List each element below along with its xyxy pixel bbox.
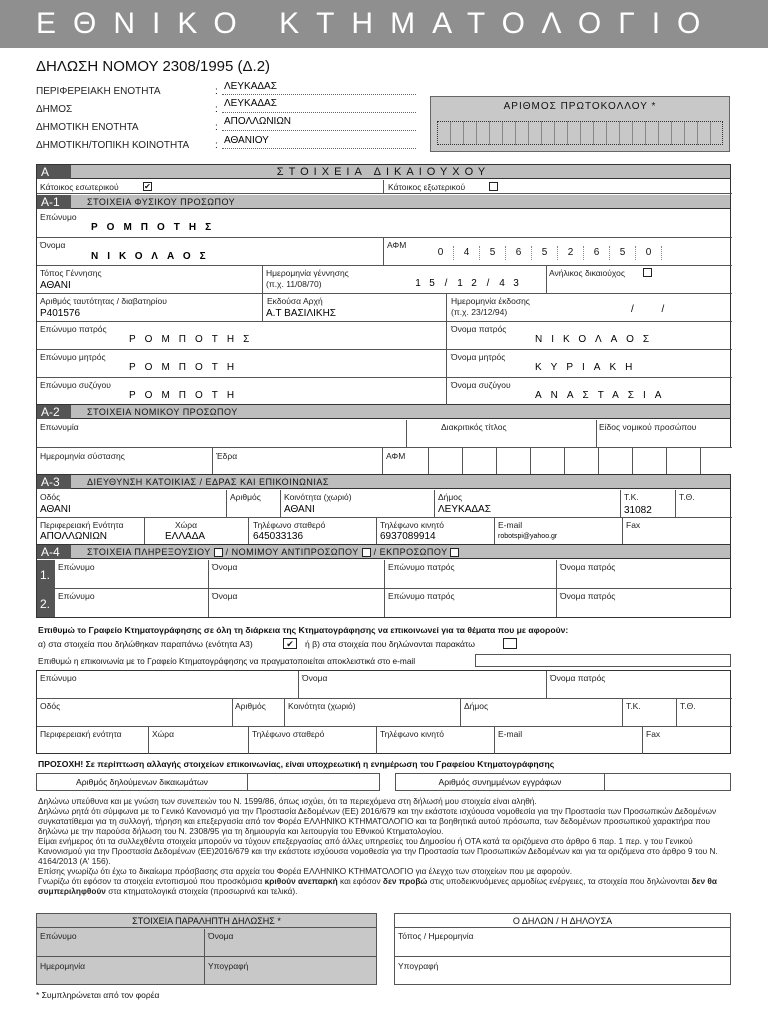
alt-number-cell[interactable] xyxy=(233,699,285,727)
father-surname-label: Επώνυμο πατρός xyxy=(40,324,107,334)
receiver-signature-label: Υπογραφή xyxy=(208,961,249,971)
email-only-field[interactable] xyxy=(475,654,731,667)
contact-option-b: ή β) στα στοιχεία που δηλώνονται παρακάτω xyxy=(305,639,475,649)
dotted-line xyxy=(222,148,416,149)
mobile-label: Τηλέφωνο κινητό xyxy=(380,520,445,530)
afm-digit: 2 xyxy=(558,246,584,260)
father-surname-cell xyxy=(37,322,447,350)
birthdate-char: 1 xyxy=(457,278,463,289)
distinct-title-label: Διακριτικός τίτλος xyxy=(441,422,507,432)
section-a1-title: ΣΤΟΙΧΕΙΑ ΦΥΣΙΚΟΥ ΠΡΟΣΩΠΟΥ xyxy=(87,197,236,207)
a4-father-name-label: Όνομα πατρός xyxy=(560,591,616,601)
a4-name-cell[interactable] xyxy=(209,589,385,617)
header-row-region xyxy=(36,86,160,97)
a4-row-number-text: 1. xyxy=(40,568,51,582)
alt-region-cell[interactable] xyxy=(37,727,149,754)
declaration-p5-e: στις υποδεικνυόμενες αρμοδίως ενέργειες, τα στοιχεία που δηλώνονται xyxy=(427,876,692,886)
attorney-checkbox[interactable] xyxy=(214,548,223,557)
afm-digit: 6 xyxy=(584,246,610,260)
birthplace-label: Τόπος Γέννησης xyxy=(40,268,102,278)
afm-digit: 5 xyxy=(480,246,506,260)
mobile-value[interactable]: 6937089914 xyxy=(380,531,436,542)
dotted-line xyxy=(222,94,416,95)
birthdate-char: 4 xyxy=(499,278,505,289)
spouse-name-cell xyxy=(447,378,732,405)
seat-label: Έδρα xyxy=(216,451,238,461)
street-value[interactable]: ΑΘΑΝΙ xyxy=(40,504,71,515)
alt-email-cell[interactable] xyxy=(495,727,643,754)
declaration-p5-d: δεν προβώ xyxy=(382,876,428,886)
birthdate-char: 2 xyxy=(471,278,477,289)
footnote: * Συμπληρώνεται από τον φορέα xyxy=(36,990,160,1000)
father-name-cell xyxy=(447,322,732,350)
section-a3-title: ΔΙΕΥΘΥΝΣΗ ΚΑΤΟΙΚΙΑΣ / ΕΔΡΑΣ ΚΑΙ ΕΠΙΚΟΙΝΩΝΙΑΣ xyxy=(87,477,329,487)
resident-out-label: Κάτοικος εξωτερικού xyxy=(388,182,466,192)
header-colon: : xyxy=(215,86,218,97)
alt-fax-cell[interactable] xyxy=(643,727,732,754)
birthplace-cell xyxy=(37,266,263,294)
alt-contact-grid xyxy=(36,670,731,754)
contact-heading: Επιθυμώ το Γραφείο Κτηματογράφησης σε όλη τη διάρκεια της Κτηματογράφησης να επικοινωνεί για τα θέματα που με αφορούν: xyxy=(38,625,569,635)
declaration-p5-c: και εφόσον xyxy=(337,876,383,886)
country-label: Χώρα xyxy=(175,520,198,530)
afm-label: ΑΦΜ xyxy=(387,240,407,250)
issue-date-label: Ημερομηνία έκδοσης xyxy=(451,296,530,306)
street-label: Οδός xyxy=(40,492,61,502)
afm-digit: 0 xyxy=(428,246,454,260)
spouse-surname-cell xyxy=(37,378,447,405)
alt-country-cell[interactable] xyxy=(149,727,249,754)
afm-digit: 5 xyxy=(610,246,636,260)
afm-cell xyxy=(384,238,732,266)
issue-date-hint: (π.χ. 23/12/94) xyxy=(451,307,508,317)
birthdate-char: / xyxy=(444,278,448,289)
header-colon: : xyxy=(215,104,218,115)
declaration-p5-g: στα κτηματολογικά στοιχεία (προσωρινά και τελικά). xyxy=(105,886,298,896)
a4-surname-cell[interactable] xyxy=(55,560,209,589)
header-colon: : xyxy=(215,122,218,133)
tk-label: Τ.Κ. xyxy=(624,492,639,502)
a4-father-surname-label: Επώνυμο πατρός xyxy=(388,562,455,572)
mother-surname-cell xyxy=(37,350,447,378)
phone-label: Τηλέφωνο σταθερό xyxy=(253,520,326,530)
declarant-title: Ο ΔΗΛΩΝ / Η ΔΗΛΟΥΣΑ xyxy=(395,914,730,928)
receiver-box xyxy=(36,913,377,985)
authority-value[interactable]: Α.Τ ΒΑΣΙΛΙΚΗΣ xyxy=(266,308,336,319)
legal-rep-checkbox[interactable] xyxy=(362,548,371,557)
address-region-cell xyxy=(37,518,145,544)
declaration-p5-b: κριθούν ανεπαρκή xyxy=(264,876,338,886)
birthdate-char: 3 xyxy=(513,278,519,289)
fax-cell[interactable] xyxy=(623,518,732,544)
address-municipality-value[interactable]: ΛΕΥΚΑΔΑΣ xyxy=(438,504,491,515)
legal-type-cell[interactable] xyxy=(597,420,732,448)
law-title: ΔΗΛΩΣΗ ΝΟΜΟΥ 2308/1995 (Δ.2) xyxy=(36,58,271,75)
protocol-number-field[interactable] xyxy=(437,121,723,145)
receiver-surname-label: Επώνυμο xyxy=(40,931,77,941)
declaration-p3: Είμαι ενήμερος ότι τα συλλεχθέντα στοιχεία μπορούν να τύχουν επεξεργασίας από άλλες υπηρεσίες του Δημοσίου ή ΟΤΑ κατά τα οριζόμενα στο άρθρο 6 παρ. 1 περ. γ του Γενικού Κανονισμού για την Προστασία Δεδομένων (ΕΕ)2016/679 και την εκάστοτε ισχύουσα νομοθεσία για την Προστασία των Προσωπικών Δεδομένων και για τα οριζόμενα στο άρθρο 9 του Ν. 4164/2013 (Α' 156). xyxy=(38,836,718,866)
receiver-name-cell[interactable] xyxy=(205,929,376,957)
section-a3-id: Α-3 xyxy=(37,475,71,489)
legal-name-label: Επωνυμία xyxy=(40,422,79,432)
a4-surname-cell[interactable] xyxy=(55,589,209,617)
alt-community-cell[interactable] xyxy=(285,699,461,727)
alt-name-label: Όνομα xyxy=(302,673,328,683)
section-a2-id: Α-2 xyxy=(37,405,71,419)
birthdate-char: 5 xyxy=(429,278,435,289)
afm-digit-boxes[interactable] xyxy=(428,246,662,260)
name-label: Όνομα xyxy=(40,240,66,250)
issue-date-cell xyxy=(447,294,732,322)
community-cell xyxy=(281,490,435,518)
country-value[interactable]: ΕΛΛΑΔΑ xyxy=(165,531,206,542)
rights-count-label: Αριθμός δηλούμενων δικαιωμάτων xyxy=(36,773,248,791)
section-a2 xyxy=(36,405,731,475)
header-row-label: ΔΗΜΟΤΙΚΗ ΕΝΟΤΗΤΑ xyxy=(36,122,139,133)
receiver-title: ΣΤΟΙΧΕΙΑ ΠΑΡΑΛΗΠΤΗ ΔΗΛΩΣΗΣ * xyxy=(37,914,376,928)
alt-td-label: Τ.Θ. xyxy=(680,701,696,711)
spouse-surname-label: Επώνυμο συζύγου xyxy=(40,380,111,390)
resident-in-label: Κάτοικος εσωτερικού xyxy=(40,182,119,192)
birthdate-label: Ημερομηνία γέννησης xyxy=(266,268,349,278)
unit-value[interactable]: ΑΠΟΛΛΩΝΙΩΝ xyxy=(224,116,292,127)
section-a2-title: ΣΤΟΙΧΕΙΑ ΝΟΜΙΚΟΥ ΠΡΟΣΩΠΟΥ xyxy=(87,407,238,417)
a4-row-number xyxy=(37,560,55,589)
a4-father-name-cell[interactable] xyxy=(557,560,732,589)
name-value[interactable]: ΝΙΚΟΛΑΟΣ xyxy=(91,251,215,262)
address-region-label: Περιφερειακή Ενότητα xyxy=(40,520,124,530)
father-name-value[interactable]: ΝΙΚΟΛΑΟΣ xyxy=(535,334,659,345)
minor-label: Ανήλικος δικαιούχος xyxy=(549,268,625,278)
authority-label: Εκδούσα Αρχή xyxy=(267,296,323,306)
authority-cell xyxy=(263,294,447,322)
alt-fax-label: Fax xyxy=(646,729,661,739)
birthdate-char: / xyxy=(486,278,490,289)
birthdate-value[interactable] xyxy=(411,278,523,289)
a4-father-surname-cell[interactable] xyxy=(385,560,557,589)
section-a3 xyxy=(36,475,731,545)
dotted-line xyxy=(222,112,416,113)
declaration-p5-a: Γνωρίζω ότι εφόσον τα στοιχεία εντοπισμού που προσκόμισα xyxy=(38,876,265,886)
community-value[interactable]: ΑΘΑΝΙΟΥ xyxy=(224,135,269,146)
declaration-p4: Επίσης γνωρίζω ότι έχω το δικαίωμα πρόσβασης στα αρχεία του Φορέα ΕΛΛΗΝΙΚΟ ΚΤΗΜΑΤΟΛΟΓΙΟ για έλεγχο των στοιχείων που με αφορούν. xyxy=(38,866,573,876)
mother-name-label: Όνομα μητρός xyxy=(451,352,506,362)
a4-name-label: Όνομα xyxy=(212,562,238,572)
issue-date-value[interactable]: / / xyxy=(631,304,665,315)
alt-phone-cell[interactable] xyxy=(249,727,377,754)
a4-surname-label: Επώνυμο xyxy=(58,562,95,572)
a4-surname-label: Επώνυμο xyxy=(58,591,95,601)
address-municipality-cell xyxy=(435,490,621,518)
alt-country-label: Χώρα xyxy=(152,729,175,739)
afm-digit: 0 xyxy=(636,246,662,260)
section-a-id: Α xyxy=(37,165,71,179)
a4-father-name-cell[interactable] xyxy=(557,589,732,617)
a4-father-name-label: Όνομα πατρός xyxy=(560,562,616,572)
declaration-p2: Δηλώνω ρητά ότι σύμφωνα με το Γενικό Κανονισμό για την Προστασία Δεδομένων (ΕΕ) 2016/679 και την εκάστοτε ισχύουσα νομοθεσία για την Προστασία των Προσωπικών Δεδομένων συγκατατίθεμαι για τη συλλογή, τήρηση και επεξεργασία από τον Φορέα ΕΛΛΗΝΙΚΟ ΚΤΗΜΑΤΟΛΟΓΙΟ και τα βοηθητικά αυτού πρόσωπα, των δεδομένων προσωπικού χαρακτήρα που δηλώνω με την παρούσα δήλωση του Ν. 2308/95 για τη δημιουργία και λειτουργία του Εθνικού Κτηματολογίου. xyxy=(38,806,717,836)
legal-name-cell[interactable] xyxy=(37,420,407,448)
number-label: Αριθμός xyxy=(230,492,261,502)
country-cell xyxy=(145,518,249,544)
contact-option-a: α) στα στοιχεία που δηλώθηκαν παραπάνω (ενότητα Α3) xyxy=(38,639,253,649)
a4-title-legal-rep: / ΝΟΜΙΜΟΥ ΑΝΤΙΠΡΟΣΩΠΟΥ xyxy=(225,547,359,557)
section-a4 xyxy=(36,545,731,618)
fax-label: Fax xyxy=(626,520,641,530)
receiver-signature-cell[interactable] xyxy=(205,957,376,984)
section-a1-header xyxy=(37,195,730,209)
surname-cell xyxy=(37,210,732,238)
docs-count-field[interactable] xyxy=(605,773,731,791)
notice-text: ΠΡΟΣΟΧΗ! Σε περίπτωση αλλαγής στοιχείων επικοινωνίας, είναι υποχρεωτική η ενημέρωση του Γραφείου Κτηματογράφησης xyxy=(38,759,555,769)
minor-cell xyxy=(547,266,732,294)
header-row-municipality xyxy=(36,104,72,115)
section-a4-id: Α-4 xyxy=(37,545,71,559)
declaration-text xyxy=(38,796,730,896)
phone-cell xyxy=(249,518,377,544)
declarant-place-date-cell[interactable] xyxy=(395,929,730,957)
alt-number-label: Αριθμός xyxy=(235,701,266,711)
founded-cell[interactable] xyxy=(37,448,213,474)
email-label: E-mail xyxy=(498,520,523,530)
afm-digit: 4 xyxy=(454,246,480,260)
email-only-label: Επιθυμώ η επικοινωνία με το Γραφείο Κτηματογράφησης να πραγματοποιείται αποκλειστικά στο e-mail xyxy=(38,656,416,666)
email-cell xyxy=(495,518,623,544)
birthplace-value[interactable]: ΑΘΑΝΙ xyxy=(40,280,71,291)
distinct-title-cell[interactable] xyxy=(407,420,597,448)
id-value[interactable]: Ρ401576 xyxy=(40,308,81,319)
docs-count-label: Αριθμός συνημμένων εγγράφων xyxy=(395,773,605,791)
alt-region-label: Περιφερειακή ενότητα xyxy=(40,729,122,739)
alt-community-label: Κοινότητα (χωριό) xyxy=(288,701,356,711)
spouse-surname-value[interactable]: ΡΟΜΠΟΤΗ xyxy=(129,390,244,401)
alt-mobile-cell[interactable] xyxy=(377,727,495,754)
receiver-surname-cell[interactable] xyxy=(37,929,205,957)
resident-in-checkbox[interactable]: ✔ xyxy=(144,182,151,191)
legal-afm-boxes[interactable] xyxy=(429,448,732,474)
father-surname-value[interactable]: ΡΟΜΠΟΤΗΣ xyxy=(129,334,259,345)
birthdate-cell xyxy=(263,266,547,294)
a4-father-surname-cell[interactable] xyxy=(385,589,557,617)
section-a-header xyxy=(37,165,730,179)
header-row-label: ΔΗΜΟΤΙΚΗ/ΤΟΠΙΚΗ ΚΟΙΝΟΤΗΤΑ xyxy=(36,140,190,151)
section-a1 xyxy=(36,164,731,405)
section-a-title: ΣΤΟΙΧΕΙΑ ΔΙΚΑΙΟΥΧΟΥ xyxy=(276,166,491,178)
section-a4-header xyxy=(37,545,730,559)
alt-td-cell[interactable] xyxy=(677,699,732,727)
receiver-date-cell[interactable] xyxy=(37,957,205,984)
header-row-community xyxy=(36,140,189,151)
address-region-value[interactable]: ΑΠΟΛΛΩΝΙΩΝ xyxy=(40,531,108,542)
alt-municipality-label: Δήμος xyxy=(464,701,489,711)
birthdate-char: 1 xyxy=(415,278,421,289)
section-a4-title xyxy=(87,545,459,559)
alt-name-cell[interactable] xyxy=(299,671,547,699)
a4-name-cell[interactable] xyxy=(209,560,385,589)
alt-tk-cell[interactable] xyxy=(623,699,677,727)
mother-surname-label: Επώνυμο μητρός xyxy=(40,352,106,362)
alt-street-label: Οδός xyxy=(40,701,61,711)
declarant-signature-label: Υπογραφή xyxy=(398,961,439,971)
resident-out-cell xyxy=(384,180,732,194)
mobile-cell xyxy=(377,518,495,544)
community-label: Κοινότητα (χωριό) xyxy=(284,492,352,502)
alt-father-name-label: Όνομα πατρός xyxy=(550,673,606,683)
alt-surname-label: Επώνυμο xyxy=(40,673,77,683)
a4-father-surname-label: Επώνυμο πατρός xyxy=(388,591,455,601)
mother-name-value[interactable]: ΚΥΡΙΑΚΗ xyxy=(535,362,642,373)
father-name-label: Όνομα πατρός xyxy=(451,324,507,334)
a4-row-number xyxy=(37,589,55,617)
a4-row-number-text: 2. xyxy=(40,597,51,611)
alt-tk-label: Τ.Κ. xyxy=(626,701,641,711)
a4-name-label: Όνομα xyxy=(212,591,238,601)
name-cell xyxy=(37,238,384,266)
header-row-unit xyxy=(36,122,139,133)
seat-cell[interactable] xyxy=(213,448,383,474)
declaration-p5-f: δεν θα συμπεριληφθούν xyxy=(38,876,717,896)
number-cell[interactable] xyxy=(227,490,281,518)
dotted-line xyxy=(222,130,416,131)
alt-phone-label: Τηλέφωνο σταθερό xyxy=(252,729,325,739)
header-colon: : xyxy=(215,140,218,151)
legal-afm-label: ΑΦΜ xyxy=(386,451,406,461)
municipality-value[interactable]: ΛΕΥΚΑΔΑΣ xyxy=(224,98,277,109)
legal-type-label: Είδος νομικού προσώπου xyxy=(599,422,697,432)
tk-cell xyxy=(621,490,676,518)
street-cell xyxy=(37,490,227,518)
id-label: Αριθμός ταυτότητας / διαβατηρίου xyxy=(40,296,167,306)
td-label: Τ.Θ. xyxy=(679,492,695,502)
contact-option-b-checkbox[interactable] xyxy=(503,638,517,649)
legal-afm-cell[interactable] xyxy=(383,448,429,474)
td-cell[interactable] xyxy=(676,490,732,518)
representative-checkbox[interactable] xyxy=(450,548,459,557)
declaration-p5 xyxy=(38,876,730,896)
spouse-name-value[interactable]: ΑΝΑΣΤΑΣΙΑ xyxy=(535,390,671,401)
header-row-label: ΔΗΜΟΣ xyxy=(36,104,73,115)
community-value[interactable]: ΑΘΑΝΙ xyxy=(284,504,315,515)
alt-municipality-cell[interactable] xyxy=(461,699,623,727)
alt-email-label: E-mail xyxy=(498,729,523,739)
protocol-label: ΑΡΙΘΜΟΣ ΠΡΩΤΟΚΟΛΛΟΥ * xyxy=(503,101,657,112)
tk-value[interactable]: 31082 xyxy=(624,505,652,516)
address-municipality-label: Δήμος xyxy=(438,492,463,502)
region-value[interactable]: ΛΕΥΚΑΔΑΣ xyxy=(224,81,277,92)
resident-in-cell xyxy=(37,180,384,194)
afm-digit: 5 xyxy=(532,246,558,260)
alt-mobile-label: Τηλέφωνο κινητό xyxy=(380,729,445,739)
mother-name-cell xyxy=(447,350,732,378)
a4-title-representative: / ΕΚΠΡΟΣΩΠΟΥ xyxy=(373,547,448,557)
declaration-p1: Δηλώνω υπεύθυνα και με γνώση των συνεπειών του Ν. 1599/86, όπως ισχύει, ότι τα περιεχόμενα στη δήλωσή μου στοιχεία είναι αληθή. xyxy=(38,796,537,806)
surname-label: Επώνυμο xyxy=(40,212,77,222)
contact-option-a-checkbox[interactable]: ✔ xyxy=(283,638,297,649)
receiver-date-label: Ημερομηνία xyxy=(40,961,86,971)
rights-count-field[interactable] xyxy=(248,773,380,791)
founded-label: Ημερομηνία σύστασης xyxy=(40,451,125,461)
declarant-signature-cell[interactable] xyxy=(395,957,730,984)
surname-value[interactable]: ΡΟΜΠΟΤΗΣ xyxy=(91,222,221,233)
alt-father-name-cell[interactable] xyxy=(547,671,732,699)
form-banner-title: ΕΘΝΙΚΟ ΚΤΗΜΑΤΟΛΟΓΙΟ xyxy=(0,0,768,48)
phone-value[interactable]: 645033136 xyxy=(253,531,304,542)
a4-title-attorney: ΣΤΟΙΧΕΙΑ ΠΛΗΡΕΞΟΥΣΙΟΥ xyxy=(87,547,211,557)
spouse-name-label: Όνομα συζύγου xyxy=(451,380,511,390)
declarant-place-date-label: Τόπος / Ημερομηνία xyxy=(398,931,474,941)
receiver-name-label: Όνομα xyxy=(208,931,234,941)
section-a2-header xyxy=(37,405,730,419)
minor-checkbox[interactable] xyxy=(643,268,652,277)
afm-digit: 6 xyxy=(506,246,532,260)
resident-out-checkbox[interactable] xyxy=(489,182,498,191)
alt-surname-cell[interactable] xyxy=(37,671,299,699)
email-value[interactable]: robotspi@yahoo.gr xyxy=(498,533,558,540)
header-row-label: ΠΕΡΙΦΕΡΕΙΑΚΗ ΕΝΟΤΗΤΑ xyxy=(36,86,161,97)
id-cell xyxy=(37,294,263,322)
birthdate-hint: (π.χ. 11/08/70) xyxy=(266,279,322,289)
protocol-box xyxy=(430,96,730,152)
section-a1-id: Α-1 xyxy=(37,195,71,209)
alt-street-cell[interactable] xyxy=(37,699,233,727)
section-a3-header xyxy=(37,475,730,489)
declarant-box xyxy=(394,913,731,985)
mother-surname-value[interactable]: ΡΟΜΠΟΤΗ xyxy=(129,362,244,373)
